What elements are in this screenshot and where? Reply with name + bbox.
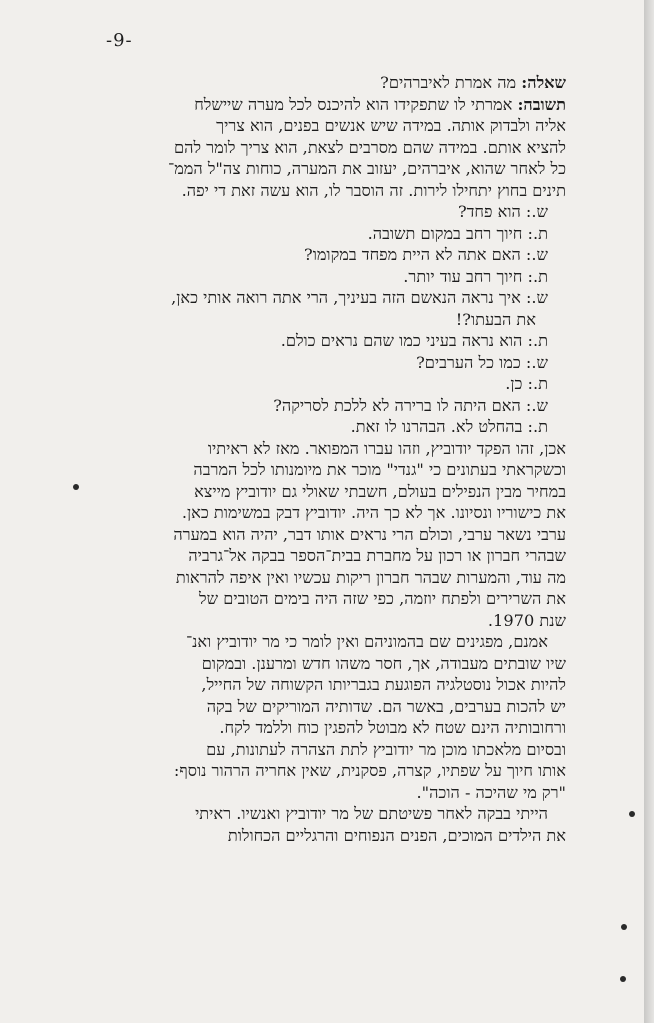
text-line (108, 373, 566, 395)
text-line (108, 502, 566, 524)
line-text: אליה ולבדוק אותה. במידה שיש אנשים בפנים, הוא צריך (216, 116, 566, 135)
text-line (108, 438, 566, 460)
text-line (108, 115, 566, 137)
text-line (108, 567, 566, 589)
punch-hole (629, 811, 635, 817)
text-line (108, 481, 566, 503)
text-line (108, 330, 566, 352)
text-line (108, 459, 566, 481)
line-text: ורחובותיה הינם שטח לא מבוטל להפגין כוח וללמד לקח. (219, 718, 566, 737)
text-line (108, 739, 566, 761)
line-text: הייתי בבקה לאחר פשיטתם של מר יודוביץ ואנשיו. ראיתי (195, 804, 548, 823)
line-text: להציא אותם. במידה שהם מסרבים לצאת, הוא צריך לומר להם (174, 137, 566, 157)
text-line (108, 588, 566, 610)
text-line (108, 803, 566, 825)
line-text: כל לאחר שהוא, איברהים, יעזוב את המערה, כוחות צה"ל הממ־ (168, 159, 566, 178)
line-text: את כישוריו ונסיונו. אך לא כך היה. יודוביץ דבק במשימות כאן. (181, 503, 566, 522)
line-text: ש.: האם היתה לו ברירה לא ללכת לסריקה? (273, 395, 548, 415)
text-line (108, 696, 566, 718)
text-line (108, 545, 566, 567)
line-text: אמרתי לו שתפקידו הוא להיכנס לכל מערה שיישלח (194, 94, 518, 114)
line-text: "רק מי שהיכה - הוכה". (416, 782, 566, 802)
line-text: אמנם, מפגינים שם בהמוניהם ואין לומר כי מר יודוביץ ואנ־ (185, 632, 548, 651)
text-line (108, 137, 566, 159)
text-line (108, 244, 566, 266)
line-text: שיו שובתים מעבודה, אך, חסר משהו חדש ומרענן. ובמקום (201, 653, 566, 673)
text-line (108, 287, 566, 309)
line-text: ת.: הוא נראה בעיני כמו שהם נראים כולם. (280, 331, 548, 350)
text-line (108, 352, 566, 374)
speaker-label: תשובה: (517, 94, 566, 114)
punch-hole (73, 484, 79, 490)
line-text: מה אמרת לאיברהים? (380, 73, 522, 92)
line-text: את השרירים ולפתח יוזמה, כפי שזה היה בימים הטובים של (199, 589, 566, 608)
text-line (108, 782, 566, 804)
line-text: ת.: בהחלט לא. הבהרנו לו זאת. (350, 417, 548, 436)
line-text: את הבעתו?! (455, 309, 536, 329)
line-text: להיות אכול נוסטלגיה הפוגעת בגבריותו הקשוחה של החייל, (201, 675, 566, 694)
line-text: ש.: האם אתה לא היית מפחד במקומו? (304, 245, 548, 264)
line-text: שנת 1970. (487, 610, 566, 630)
line-text: ש.: איך נראה הנאשם הזה בעיניך, הרי אתה רואה אותי כאן, (171, 288, 548, 307)
line-text: שבהרי חברון או רכון על מחברת בבית־הספר בבקה אל־גרביה (188, 546, 566, 565)
line-text: וכשקראתי בעתונים כי "גנדי" מוכר את מיומנותו לכל המרבה (193, 460, 566, 479)
body-text (108, 72, 566, 846)
line-text: מה עוד, והמערות שבהר חברון ריקות עכשיו ואין איפה להראות (175, 567, 566, 587)
speaker-label: שאלה: (521, 73, 566, 92)
line-text: ערבי נשאר ערבי, וכולם הרי נראים אותו דבר, יהיה הוא במערה (173, 524, 566, 544)
text-line (108, 180, 566, 202)
line-text: במחיר מבין הנפילים בעולם, חשבתי שאולי גם יודוביץ מייצא (194, 481, 566, 501)
text-line (108, 223, 566, 245)
line-text: ת.: חיוך רחב עוד יותר. (403, 266, 548, 286)
line-text: יש להכות בערבים, באשר הם. שדותיה המוריקים של בקה (206, 696, 566, 716)
text-line (108, 524, 566, 546)
text-line (108, 717, 566, 739)
text-line (108, 72, 566, 94)
text-line (108, 309, 566, 331)
line-text: ת.: כן. (505, 374, 548, 393)
text-line (108, 760, 566, 782)
line-text: ת.: חיוך רחב במקום תשובה. (367, 223, 548, 243)
punch-hole (621, 924, 627, 930)
line-text: ובסיום מלאכתו מוכן מר יודוביץ לתת הצהרה לעתונות, עם (206, 739, 566, 759)
text-line (108, 631, 566, 653)
text-line (108, 201, 566, 223)
line-text: אותו חיוך על שפתיו, קצרה, פסקנית, שאין אחריה הרהור נוסף: (173, 761, 566, 780)
text-line (108, 610, 566, 632)
text-line (108, 266, 566, 288)
text-line (108, 395, 566, 417)
line-text: תינים בחוץ יתחילו לירות. זה הוסבר לו, הוא עשה זאת די יפה. (181, 180, 566, 200)
line-text: אכן, זהו הפקד יודוביץ, וזהו עברו המפואר. מאז לא ראיתיו (207, 438, 566, 458)
text-line (108, 94, 566, 116)
page-edge (644, 0, 654, 1023)
punch-hole (620, 976, 626, 982)
line-text: ש.: הוא פחד? (457, 202, 548, 221)
line-text: ש.: כמו כל הערבים? (416, 352, 548, 372)
text-line (108, 416, 566, 438)
text-line (108, 674, 566, 696)
text-line (108, 653, 566, 675)
page-number: -9- (106, 30, 133, 51)
text-line (108, 825, 566, 847)
text-line (108, 158, 566, 180)
line-text: את הילדים המוכים, הפנים הנפוחים והרגליים הכחולות (227, 825, 566, 845)
